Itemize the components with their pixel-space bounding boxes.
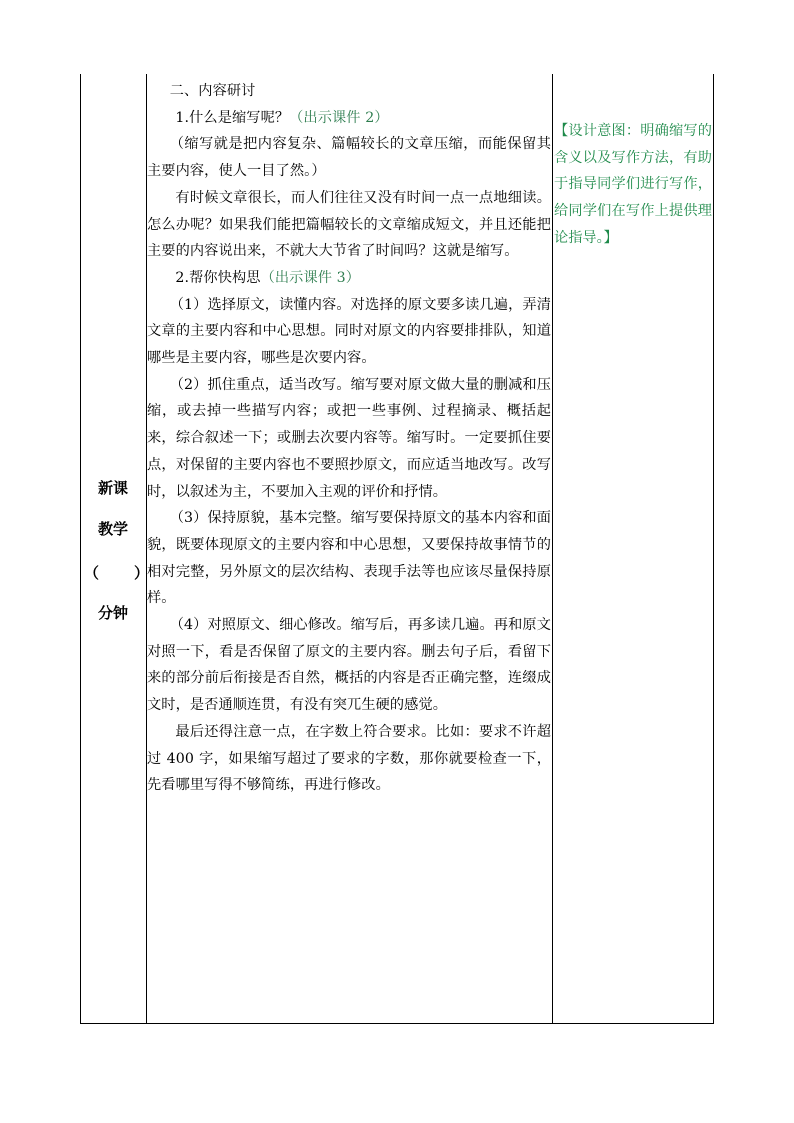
intro-paragraph: 有时候文章很长，而人们往往又没有时间一点一点地细读。怎么办呢？如果我们能把篇幅较长的文章缩成短文，并且还能把主要的内容说出来，不就大大节省了时间吗？这就是缩写。 (147, 189, 551, 260)
final-paragraph: 最后还得注意一点，在字数上符合要求。比如：要求不许超过 400 字，如果缩写超过了要求的字数，那你就要检查一下，先看哪里写得不够简练，再进行修改。 (147, 723, 551, 794)
question-2-ref: （出示课件 3） (260, 269, 361, 286)
table-divider-note (552, 74, 553, 1024)
question-2-text: 2.帮你快构思 (175, 269, 261, 286)
label-paren-left: （ (84, 564, 100, 582)
question-2 (147, 265, 551, 292)
definition-paragraph: （缩写就是把内容复杂、篇幅较长的文章压缩，而能保留其主要内容，使人一目了然。） (147, 136, 551, 180)
table-border-right (713, 74, 714, 1024)
design-intent-note: 【设计意图：明确缩写的含义以及写作方法，有助于指导同学们进行写作，给同学们在写作上提供理论指导。】 (554, 123, 712, 246)
label-new-lesson: 新课 (97, 479, 128, 497)
label-paren-right: ） (134, 564, 150, 582)
label-minutes: 分钟 (97, 604, 128, 622)
question-1 (147, 105, 551, 132)
step-2: （2）抓住重点，适当改写。缩写要对原文做大量的删减和压缩，或去掉一些描写内容；或把一些事例、过程摘录、概括起来，综合叙述一下；或删去次要内容等。缩写时。一定要抓住要点，对保留的主要内容也不要照抄原文，而应适当地改写。改写时，以叙述为主，不要加入主观的评价和抒情。 (147, 376, 551, 500)
question-1-text: 1.什么是缩写呢？ (175, 109, 290, 126)
step-4: （4）对照原文、细心修改。缩写后，再多读几遍。再和原文对照一下，看是否保留了原文的主要内容。删去句子后，看留下来的部分前后衔接是否自然，概括的内容是否正确完整，连缀成文时，是否通顺连贯，有没有突兀生硬的感觉。 (147, 617, 551, 714)
step-3: （3）保持原貌，基本完整。缩写要保持原文的基本内容和面貌，既要体现原文的主要内容和中心思想，又要保持故事情节的相对完整，另外原文的层次结构、表现手法等也应该尽量保持原样。 (147, 510, 551, 607)
step-1: （1）选择原文，读懂内容。对选择的原文要多读几遍，弄清文章的主要内容和中心思想。同时对原文的内容要排排队，知道哪些是主要内容，哪些是次要内容。 (147, 296, 551, 367)
lesson-content (147, 78, 551, 799)
section-label-cell (80, 74, 150, 1024)
section-title: 二、内容研讨 (169, 83, 256, 99)
lesson-table (80, 74, 714, 1024)
question-1-ref: （出示课件 2） (289, 109, 389, 126)
label-teaching: 教学 (97, 520, 128, 538)
table-border-bottom (80, 1023, 714, 1024)
